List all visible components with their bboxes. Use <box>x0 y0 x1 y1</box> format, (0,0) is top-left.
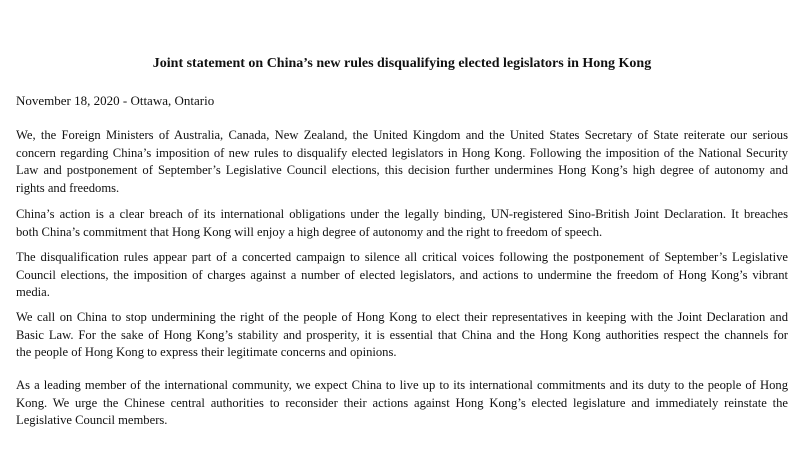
document-title: Joint statement on China’s new rules disqualifying elected legislators in Hong Kong <box>152 56 652 71</box>
paragraph-line: media. <box>16 285 50 299</box>
paragraph-line: The disqualification rules appear part of a concerted campaign to silence all critical voices following the postponement of September’s Legislative <box>16 250 788 264</box>
paragraph-line: Law and postponement of September’s Legislative Council elections, this decision further undermines Hong Kong’s high degree of autonomy and <box>16 163 788 177</box>
paragraph-line: Legislative Council members. <box>16 413 168 427</box>
paragraph-line: concern regarding China’s imposition of new rules to disqualify elected legislators in Hong Kong. Following the imposition of the National Security <box>16 145 788 160</box>
paragraph-line: We, the Foreign Ministers of Australia, Canada, New Zealand, the United Kingdom and the United States Secretary of State reiterate our serious <box>16 128 788 142</box>
paragraph-line: the people of Hong Kong to express their legitimate concerns and opinions. <box>16 345 397 359</box>
paragraph-line: Council elections, the imposition of charges against a number of elected legislators, and actions to undermine the freedom of Hong Kong’s vibrant <box>16 267 788 282</box>
paragraph-line: Basic Law. For the sake of Hong Kong’s stability and prosperity, it is essential that China and the Hong Kong authorities respect the channels for <box>16 327 788 342</box>
paragraph-line: Kong. We urge the Chinese central authorities to reconsider their actions against Hong Kong’s elected legislature and immediately reinstate the <box>16 395 788 410</box>
paragraph-line: rights and freedoms. <box>16 180 120 195</box>
paragraph-line: both China’s commitment that Hong Kong will enjoy a high degree of autonomy and the right to freedom of speech. <box>16 224 603 239</box>
paragraph-3 <box>16 249 788 302</box>
dateline: November 18, 2020 - Ottawa, Ontario <box>16 93 215 108</box>
paragraph-2 <box>16 206 788 241</box>
paragraph-line: China’s action is a clear breach of its international obligations under the legally binding, UN-registered Sino-British Joint Declaration. It breaches <box>16 207 788 221</box>
paragraph-line: We call on China to stop undermining the right of the people of Hong Kong to elect their representatives in keeping with the Joint Declaration and <box>16 310 788 324</box>
paragraph-1 <box>16 127 788 197</box>
paragraph-4 <box>16 309 788 362</box>
paragraph-line: As a leading member of the international community, we expect China to live up to its international commitments and its duty to the people of Hong <box>16 378 788 392</box>
paragraph-5 <box>16 377 788 430</box>
